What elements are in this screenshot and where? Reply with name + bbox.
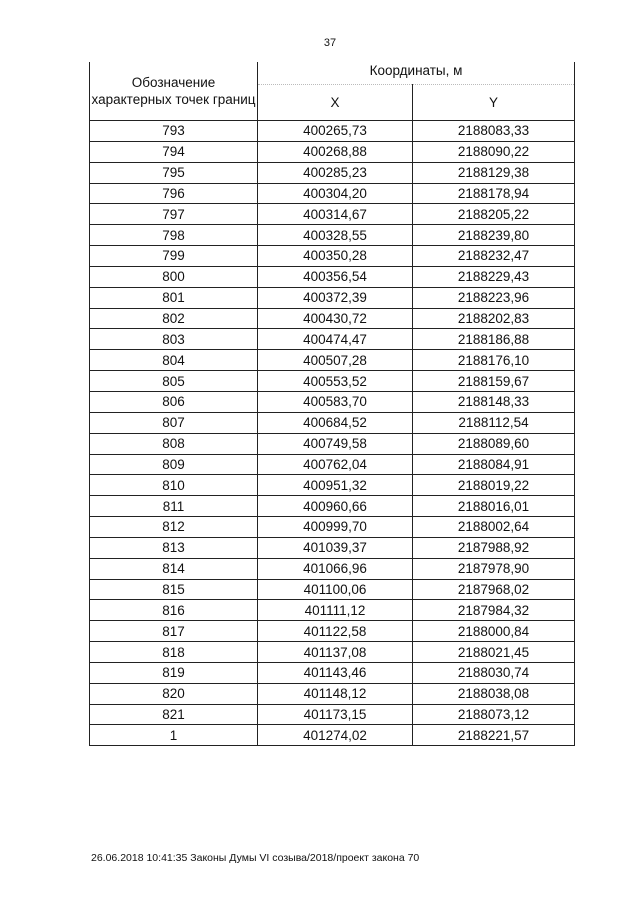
point-cell: 797 [90, 204, 258, 225]
x-coordinate-cell: 400749,58 [258, 433, 413, 454]
point-cell: 818 [90, 642, 258, 663]
y-coordinate-cell: 2188232,47 [413, 246, 575, 267]
point-cell: 821 [90, 704, 258, 725]
y-coordinate-cell: 2188016,01 [413, 496, 575, 517]
x-coordinate-cell: 401173,15 [258, 704, 413, 725]
footer-note: 26.06.2018 10:41:35 Законы Думы VI созыва/2018/проект закона 70 [91, 852, 420, 864]
table-row [90, 454, 575, 475]
point-cell: 807 [90, 412, 258, 433]
point-cell: 1 [90, 725, 258, 746]
header-y: Y [413, 85, 575, 121]
x-coordinate-cell: 400328,55 [258, 225, 413, 246]
point-cell: 809 [90, 454, 258, 475]
point-cell: 813 [90, 537, 258, 558]
table-row [90, 162, 575, 183]
y-coordinate-cell: 2188112,54 [413, 412, 575, 433]
table-header [90, 62, 575, 121]
x-coordinate-cell: 400268,88 [258, 141, 413, 162]
point-cell: 815 [90, 579, 258, 600]
point-cell: 794 [90, 141, 258, 162]
table-row [90, 225, 575, 246]
table-row [90, 266, 575, 287]
x-coordinate-cell: 400762,04 [258, 454, 413, 475]
y-coordinate-cell: 2188229,43 [413, 266, 575, 287]
y-coordinate-cell: 2188223,96 [413, 287, 575, 308]
y-coordinate-cell: 2188202,83 [413, 308, 575, 329]
y-coordinate-cell: 2188178,94 [413, 183, 575, 204]
y-coordinate-cell: 2187968,02 [413, 579, 575, 600]
point-cell: 804 [90, 350, 258, 371]
x-coordinate-cell: 400314,67 [258, 204, 413, 225]
point-cell: 795 [90, 162, 258, 183]
x-coordinate-cell: 400684,52 [258, 412, 413, 433]
table-row [90, 642, 575, 663]
table-row [90, 579, 575, 600]
table-row [90, 600, 575, 621]
table-row [90, 496, 575, 517]
point-cell: 803 [90, 329, 258, 350]
point-cell: 806 [90, 391, 258, 412]
table-row [90, 371, 575, 392]
y-coordinate-cell: 2188205,22 [413, 204, 575, 225]
x-coordinate-cell: 401137,08 [258, 642, 413, 663]
x-coordinate-cell: 401274,02 [258, 725, 413, 746]
y-coordinate-cell: 2188002,64 [413, 517, 575, 538]
y-coordinate-cell: 2187988,92 [413, 537, 575, 558]
table-row [90, 662, 575, 683]
table-row [90, 621, 575, 642]
point-cell: 801 [90, 287, 258, 308]
x-coordinate-cell: 400285,23 [258, 162, 413, 183]
table-row [90, 183, 575, 204]
table-row [90, 725, 575, 746]
y-coordinate-cell: 2188176,10 [413, 350, 575, 371]
point-cell: 810 [90, 475, 258, 496]
point-cell: 811 [90, 496, 258, 517]
coordinates-table [89, 62, 575, 746]
y-coordinate-cell: 2188239,80 [413, 225, 575, 246]
table-row [90, 537, 575, 558]
table-row [90, 204, 575, 225]
y-coordinate-cell: 2188159,67 [413, 371, 575, 392]
x-coordinate-cell: 400507,28 [258, 350, 413, 371]
point-cell: 820 [90, 683, 258, 704]
header-coordinates: Координаты, м [258, 62, 575, 85]
y-coordinate-cell: 2187984,32 [413, 600, 575, 621]
y-coordinate-cell: 2188221,57 [413, 725, 575, 746]
table-row [90, 704, 575, 725]
y-coordinate-cell: 2188083,33 [413, 121, 575, 142]
y-coordinate-cell: 2188186,88 [413, 329, 575, 350]
x-coordinate-cell: 401039,37 [258, 537, 413, 558]
point-cell: 819 [90, 662, 258, 683]
y-coordinate-cell: 2188089,60 [413, 433, 575, 454]
table-row [90, 350, 575, 371]
x-coordinate-cell: 400999,70 [258, 517, 413, 538]
point-cell: 817 [90, 621, 258, 642]
y-coordinate-cell: 2188030,74 [413, 662, 575, 683]
table-body [90, 121, 575, 746]
table-row [90, 517, 575, 538]
header-point-designation: Обозначение характерных точек границ [90, 62, 258, 121]
x-coordinate-cell: 401111,12 [258, 600, 413, 621]
point-cell: 805 [90, 371, 258, 392]
point-cell: 793 [90, 121, 258, 142]
y-coordinate-cell: 2187978,90 [413, 558, 575, 579]
y-coordinate-cell: 2188073,12 [413, 704, 575, 725]
point-cell: 812 [90, 517, 258, 538]
x-coordinate-cell: 400372,39 [258, 287, 413, 308]
table-row [90, 412, 575, 433]
x-coordinate-cell: 401066,96 [258, 558, 413, 579]
x-coordinate-cell: 400951,32 [258, 475, 413, 496]
point-cell: 796 [90, 183, 258, 204]
point-cell: 808 [90, 433, 258, 454]
table-row [90, 246, 575, 267]
x-coordinate-cell: 401122,58 [258, 621, 413, 642]
table-row [90, 141, 575, 162]
x-coordinate-cell: 400304,20 [258, 183, 413, 204]
y-coordinate-cell: 2188019,22 [413, 475, 575, 496]
x-coordinate-cell: 400583,70 [258, 391, 413, 412]
y-coordinate-cell: 2188090,22 [413, 141, 575, 162]
point-cell: 800 [90, 266, 258, 287]
header-x: X [258, 85, 413, 121]
table-row [90, 683, 575, 704]
table-row [90, 433, 575, 454]
point-cell: 814 [90, 558, 258, 579]
x-coordinate-cell: 400350,28 [258, 246, 413, 267]
table-row [90, 329, 575, 350]
x-coordinate-cell: 401148,12 [258, 683, 413, 704]
y-coordinate-cell: 2188000,84 [413, 621, 575, 642]
table-row [90, 121, 575, 142]
x-coordinate-cell: 401100,06 [258, 579, 413, 600]
point-cell: 799 [90, 246, 258, 267]
x-coordinate-cell: 400356,54 [258, 266, 413, 287]
x-coordinate-cell: 400430,72 [258, 308, 413, 329]
x-coordinate-cell: 400474,47 [258, 329, 413, 350]
table-row [90, 287, 575, 308]
point-cell: 798 [90, 225, 258, 246]
x-coordinate-cell: 400553,52 [258, 371, 413, 392]
point-cell: 816 [90, 600, 258, 621]
table-row [90, 558, 575, 579]
point-cell: 802 [90, 308, 258, 329]
y-coordinate-cell: 2188021,45 [413, 642, 575, 663]
y-coordinate-cell: 2188038,08 [413, 683, 575, 704]
x-coordinate-cell: 400960,66 [258, 496, 413, 517]
x-coordinate-cell: 400265,73 [258, 121, 413, 142]
table-row [90, 391, 575, 412]
x-coordinate-cell: 401143,46 [258, 662, 413, 683]
page-number: 37 [323, 37, 337, 49]
table-row [90, 475, 575, 496]
y-coordinate-cell: 2188148,33 [413, 391, 575, 412]
y-coordinate-cell: 2188084,91 [413, 454, 575, 475]
y-coordinate-cell: 2188129,38 [413, 162, 575, 183]
table-row [90, 308, 575, 329]
